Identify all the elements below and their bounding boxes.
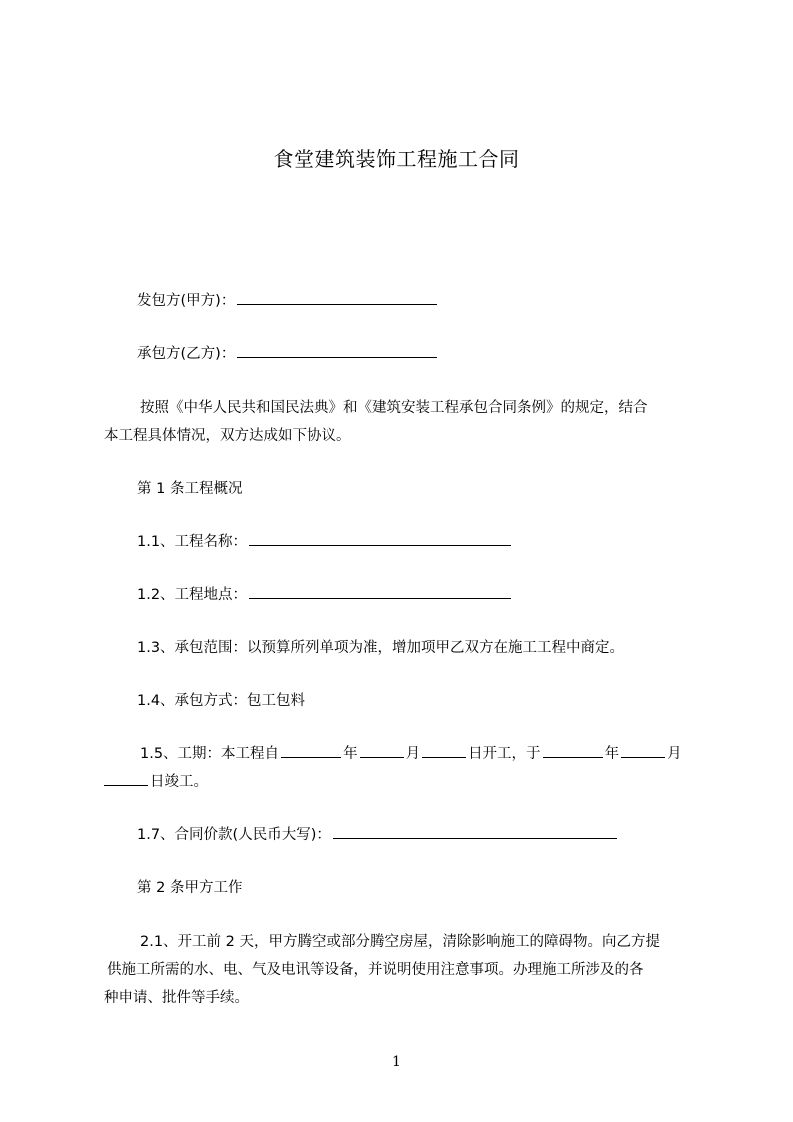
item-1-3: 1.3、承包范围：以预算所列单项为准，增加项甲乙双方在施工工程中商定。 [137,640,625,656]
article-1-heading: 第 1 条工程概况 [137,481,243,497]
party-b-line [137,341,439,368]
project-name-blank [249,531,511,546]
intro-line-1: 按照《中华人民共和国民法典》和《建筑安装工程承包合同条例》的规定，结合 [140,400,648,416]
end-year-unit: 年 [604,746,620,762]
item-2-1-line-1: 2.1、开工前 2 天，甲方腾空或部分腾空房屋，清除影响施工的障碍物。向乙方提 [140,934,661,950]
party-b-label: 承包方(乙方)： [137,346,236,362]
item-1-1-label: 1.1、工程名称： [137,534,248,550]
start-month-blank [360,743,404,758]
item-1-7 [137,822,619,849]
item-2-1-line-3: 种申请、批件等手续。 [104,990,249,1006]
document-title: 食堂建筑装饰工程施工合同 [273,147,520,171]
item-1-2-label: 1.2、工程地点： [137,587,248,603]
end-suffix: 日竣工。 [150,774,208,790]
end-day-blank [104,771,148,786]
item-1-5-prefix: 1.5、工期：本工程自 [140,746,280,762]
intro-line-2: 本工程具体情况，双方达成如下协议。 [104,428,351,444]
item-1-5-line-2 [104,769,208,796]
item-2-1-line-2: 供施工所需的水、电、气及电讯等设备，并说明使用注意事项。办理施工所涉及的各 [107,962,644,978]
item-1-2 [137,582,513,609]
party-a-blank [237,290,437,305]
start-month-unit: 月 [405,746,421,762]
page-number: 1 [392,1054,401,1070]
party-a-line [137,288,439,315]
item-1-7-label: 1.7、合同价款(人民币大写)： [137,827,331,843]
end-month-unit: 月 [667,746,682,762]
item-1-5-line-1 [140,741,682,768]
party-b-blank [237,343,437,358]
contract-price-blank [333,824,617,839]
item-1-1 [137,529,513,556]
start-year-blank [281,743,341,758]
party-a-label: 发包方(甲方)： [137,293,236,309]
project-location-blank [249,584,511,599]
article-2-heading: 第 2 条甲方工作 [137,880,243,896]
end-month-blank [621,743,665,758]
item-1-4: 1.4、承包方式：包工包料 [137,693,306,709]
end-year-blank [543,743,603,758]
start-day-blank [422,743,466,758]
start-year-unit: 年 [343,746,358,762]
start-suffix: 日开工，于 [468,746,541,762]
